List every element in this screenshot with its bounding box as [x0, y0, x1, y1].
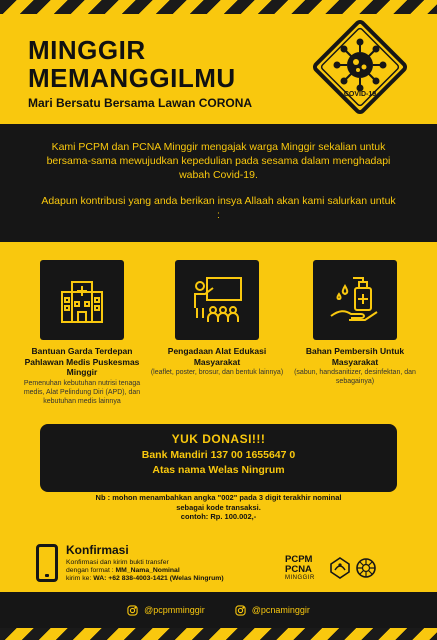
org-line-2: PCNA [285, 564, 312, 575]
instagram-icon [127, 605, 138, 616]
item-title: Pengadaan Alat Edukasi Masyarakat [167, 346, 267, 367]
intro-paragraph-2: Adapun kontribusi yang anda berikan insya Allaah akan kami salurkan untuk : [41, 195, 396, 221]
transfer-note [60, 493, 377, 522]
pemuda-muhammadiyah-logo-icon [329, 556, 351, 580]
contact-prefix: kirim ke: [66, 575, 94, 583]
social-footer [0, 592, 437, 628]
format-prefix: dengan format : [66, 567, 116, 575]
note-line-1: Nb : mohon menambahkan angka "002" pada 3 digit terakhir nominal [95, 493, 342, 502]
confirmation-heading: Konfirmasi [66, 543, 129, 557]
donation-heading: YUK DONASI!!! [171, 432, 266, 446]
confirmation-line-1: Konfirmasi dan kirim bukti transfer [66, 559, 169, 566]
nasyiatul-aisyiyah-logo-icon [355, 556, 377, 580]
instagram-icon [235, 605, 246, 616]
title-line-2: MEMANGGILMU [28, 63, 236, 93]
donation-panel [40, 424, 397, 492]
contribution-item-education [150, 346, 284, 377]
org-line-1: PCPM [285, 554, 313, 565]
note-line-3: contoh: Rp. 100.002,- [180, 512, 257, 521]
education-card [175, 260, 259, 340]
social-link-pcpm[interactable] [127, 605, 205, 616]
sign-label: COVID-19 [343, 91, 377, 98]
covid-warning-sign-icon [305, 12, 415, 122]
org-line-3: MINGGIR [285, 575, 315, 581]
item-title: Bantuan Garda Terdepan Pahlawan Medis Puskesmas Minggir [24, 346, 140, 377]
bank-account-number: Bank Mandiri 137 00 1655647 0 [141, 449, 296, 461]
item-description: (sabun, handsanitizer, desinfektan, dan sebagainya) [294, 369, 416, 385]
phone-icon [36, 544, 58, 582]
item-title: Bahan Pembersih Untuk Masyarakat [305, 346, 405, 367]
item-description: (leaflet, poster, brosur, dan bentuk lainnya) [150, 369, 284, 376]
title-line-1: MINGGIR [28, 35, 146, 65]
note-line-2: sebagai kode transaksi. [176, 502, 261, 512]
format-value: MM_Nama_Nominal [115, 567, 180, 575]
sanitizer-card [313, 260, 397, 340]
hospital-card [40, 260, 124, 340]
social-handle: @pcpmminggir [144, 605, 205, 615]
hazard-stripes-bottom [0, 628, 437, 640]
intro-panel [0, 124, 437, 242]
teacher-board-icon [189, 272, 245, 328]
whatsapp-contact[interactable]: WA: +62 838-4003-1421 (Welas Ningrum) [93, 575, 224, 583]
subtitle: Mari Bersatu Bersama Lawan CORONA [28, 96, 253, 110]
confirmation-instructions [66, 559, 224, 584]
organization-name [285, 555, 315, 581]
social-link-pcna[interactable] [235, 605, 310, 616]
account-holder-name: Atas nama Welas Ningrum [152, 464, 285, 476]
contribution-item-cleaning [286, 346, 424, 386]
intro-paragraph-1: Kami PCPM dan PCNA Minggir mengajak warga Minggir sekalian untuk bersama-sama mewujudkan kepedulian pada sesama dalam menghadapi wabah Covid-19. [46, 141, 391, 181]
social-handle: @pcnaminggir [251, 605, 310, 615]
item-description: Pemenuhan kebutuhan nutrisi tenaga medis, Alat Pelindung Diri (APD), dan kebutuhan medis lainnya [23, 379, 141, 405]
hospital-icon [54, 272, 110, 328]
contribution-item-medical [18, 346, 146, 406]
hand-sanitizer-icon [327, 272, 383, 328]
